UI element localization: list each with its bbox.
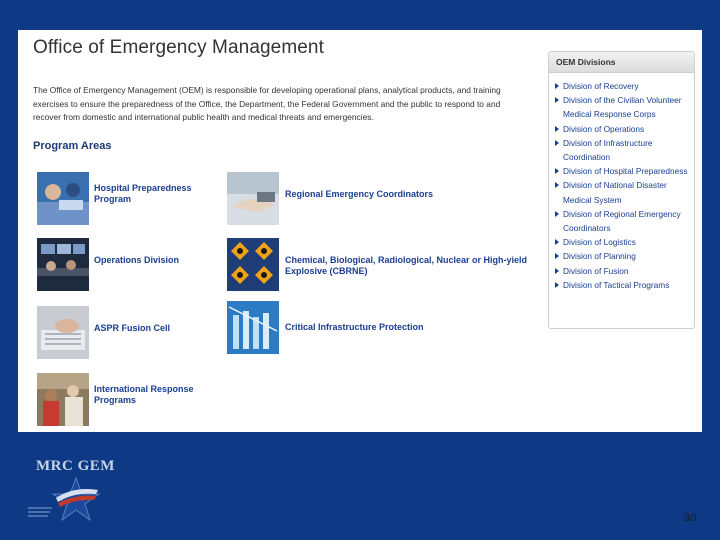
sidebar-heading: OEM Divisions [549,52,694,73]
sidebar-item-planning[interactable]: Division of Planning [555,249,694,263]
program-fusion-cell-link[interactable]: ASPR Fusion Cell [94,323,171,333]
hospital-preparedness-image[interactable] [37,172,89,225]
caret-right-icon [555,126,559,132]
fusion-cell-image[interactable] [37,306,89,359]
program-areas-heading: Program Areas [33,140,112,152]
regional-coordinators-image[interactable] [227,172,279,225]
page-title: Office of Emergency Management [33,37,324,58]
program-critical-infrastructure-link[interactable]: Critical Infrastructure Protection [285,322,424,332]
caret-right-icon [555,239,559,245]
sidebar-item-logistics[interactable]: Division of Logistics [555,235,694,249]
caret-right-icon [555,282,559,288]
sidebar-list [549,73,694,292]
sidebar-item-recovery[interactable]: Division of Recovery [555,79,694,93]
sidebar-item-infrastructure[interactable]: Division of Infrastructure Coordination [555,136,694,164]
caret-right-icon [555,253,559,259]
sidebar-item-ndms[interactable]: Division of National Disaster Medical System [555,178,694,206]
operations-division-image[interactable] [37,238,89,291]
mrc-logo-text: MRC GEM [36,458,115,474]
critical-infrastructure-image[interactable] [227,301,279,354]
sidebar-item-fusion[interactable]: Division of Fusion [555,264,694,278]
program-regional-coordinators-link[interactable]: Regional Emergency Coordinators [285,189,434,199]
caret-right-icon [555,211,559,217]
caret-right-icon [555,182,559,188]
oem-divisions-sidebar [548,51,695,329]
international-response-image[interactable] [37,373,89,426]
content-panel [18,30,702,432]
intro-paragraph: The Office of Emergency Management (OEM) is responsible for developing operational plans, analytical products, and training exercises to ensure the preparedness of the Office, the Department, the Federal Government and the public to respond to and recover from domestic and international public health and medical threats and emergencies. [33,85,501,122]
sidebar-item-tactical-programs[interactable]: Division of Tactical Programs [555,278,694,292]
sidebar-item-operations[interactable]: Division of Operations [555,122,694,136]
sidebar-item-civilian-volunteer[interactable]: Division of the Civilian Volunteer Medical Response Corps [555,93,694,121]
program-cbrne-link[interactable]: Chemical, Biological, Radiological, Nuclear or High-yield Explosive (CBRNE) [285,255,528,276]
cbrne-image[interactable] [227,238,279,291]
sidebar-item-regional-coordinators[interactable]: Division of Regional Emergency Coordinators [555,207,694,235]
caret-right-icon [555,83,559,89]
caret-right-icon [555,168,559,174]
caret-right-icon [555,97,559,103]
sidebar-item-hospital-preparedness[interactable]: Division of Hospital Preparedness [555,164,694,178]
program-operations-division-link[interactable]: Operations Division [94,255,180,265]
program-international-response-link[interactable]: International Response Programs [94,384,194,405]
caret-right-icon [555,268,559,274]
program-hospital-preparedness-link[interactable]: Hospital Preparedness Program [94,183,192,204]
page-number: 30 [684,512,697,524]
mrc-star-logo-icon [26,474,106,531]
caret-right-icon [555,140,559,146]
